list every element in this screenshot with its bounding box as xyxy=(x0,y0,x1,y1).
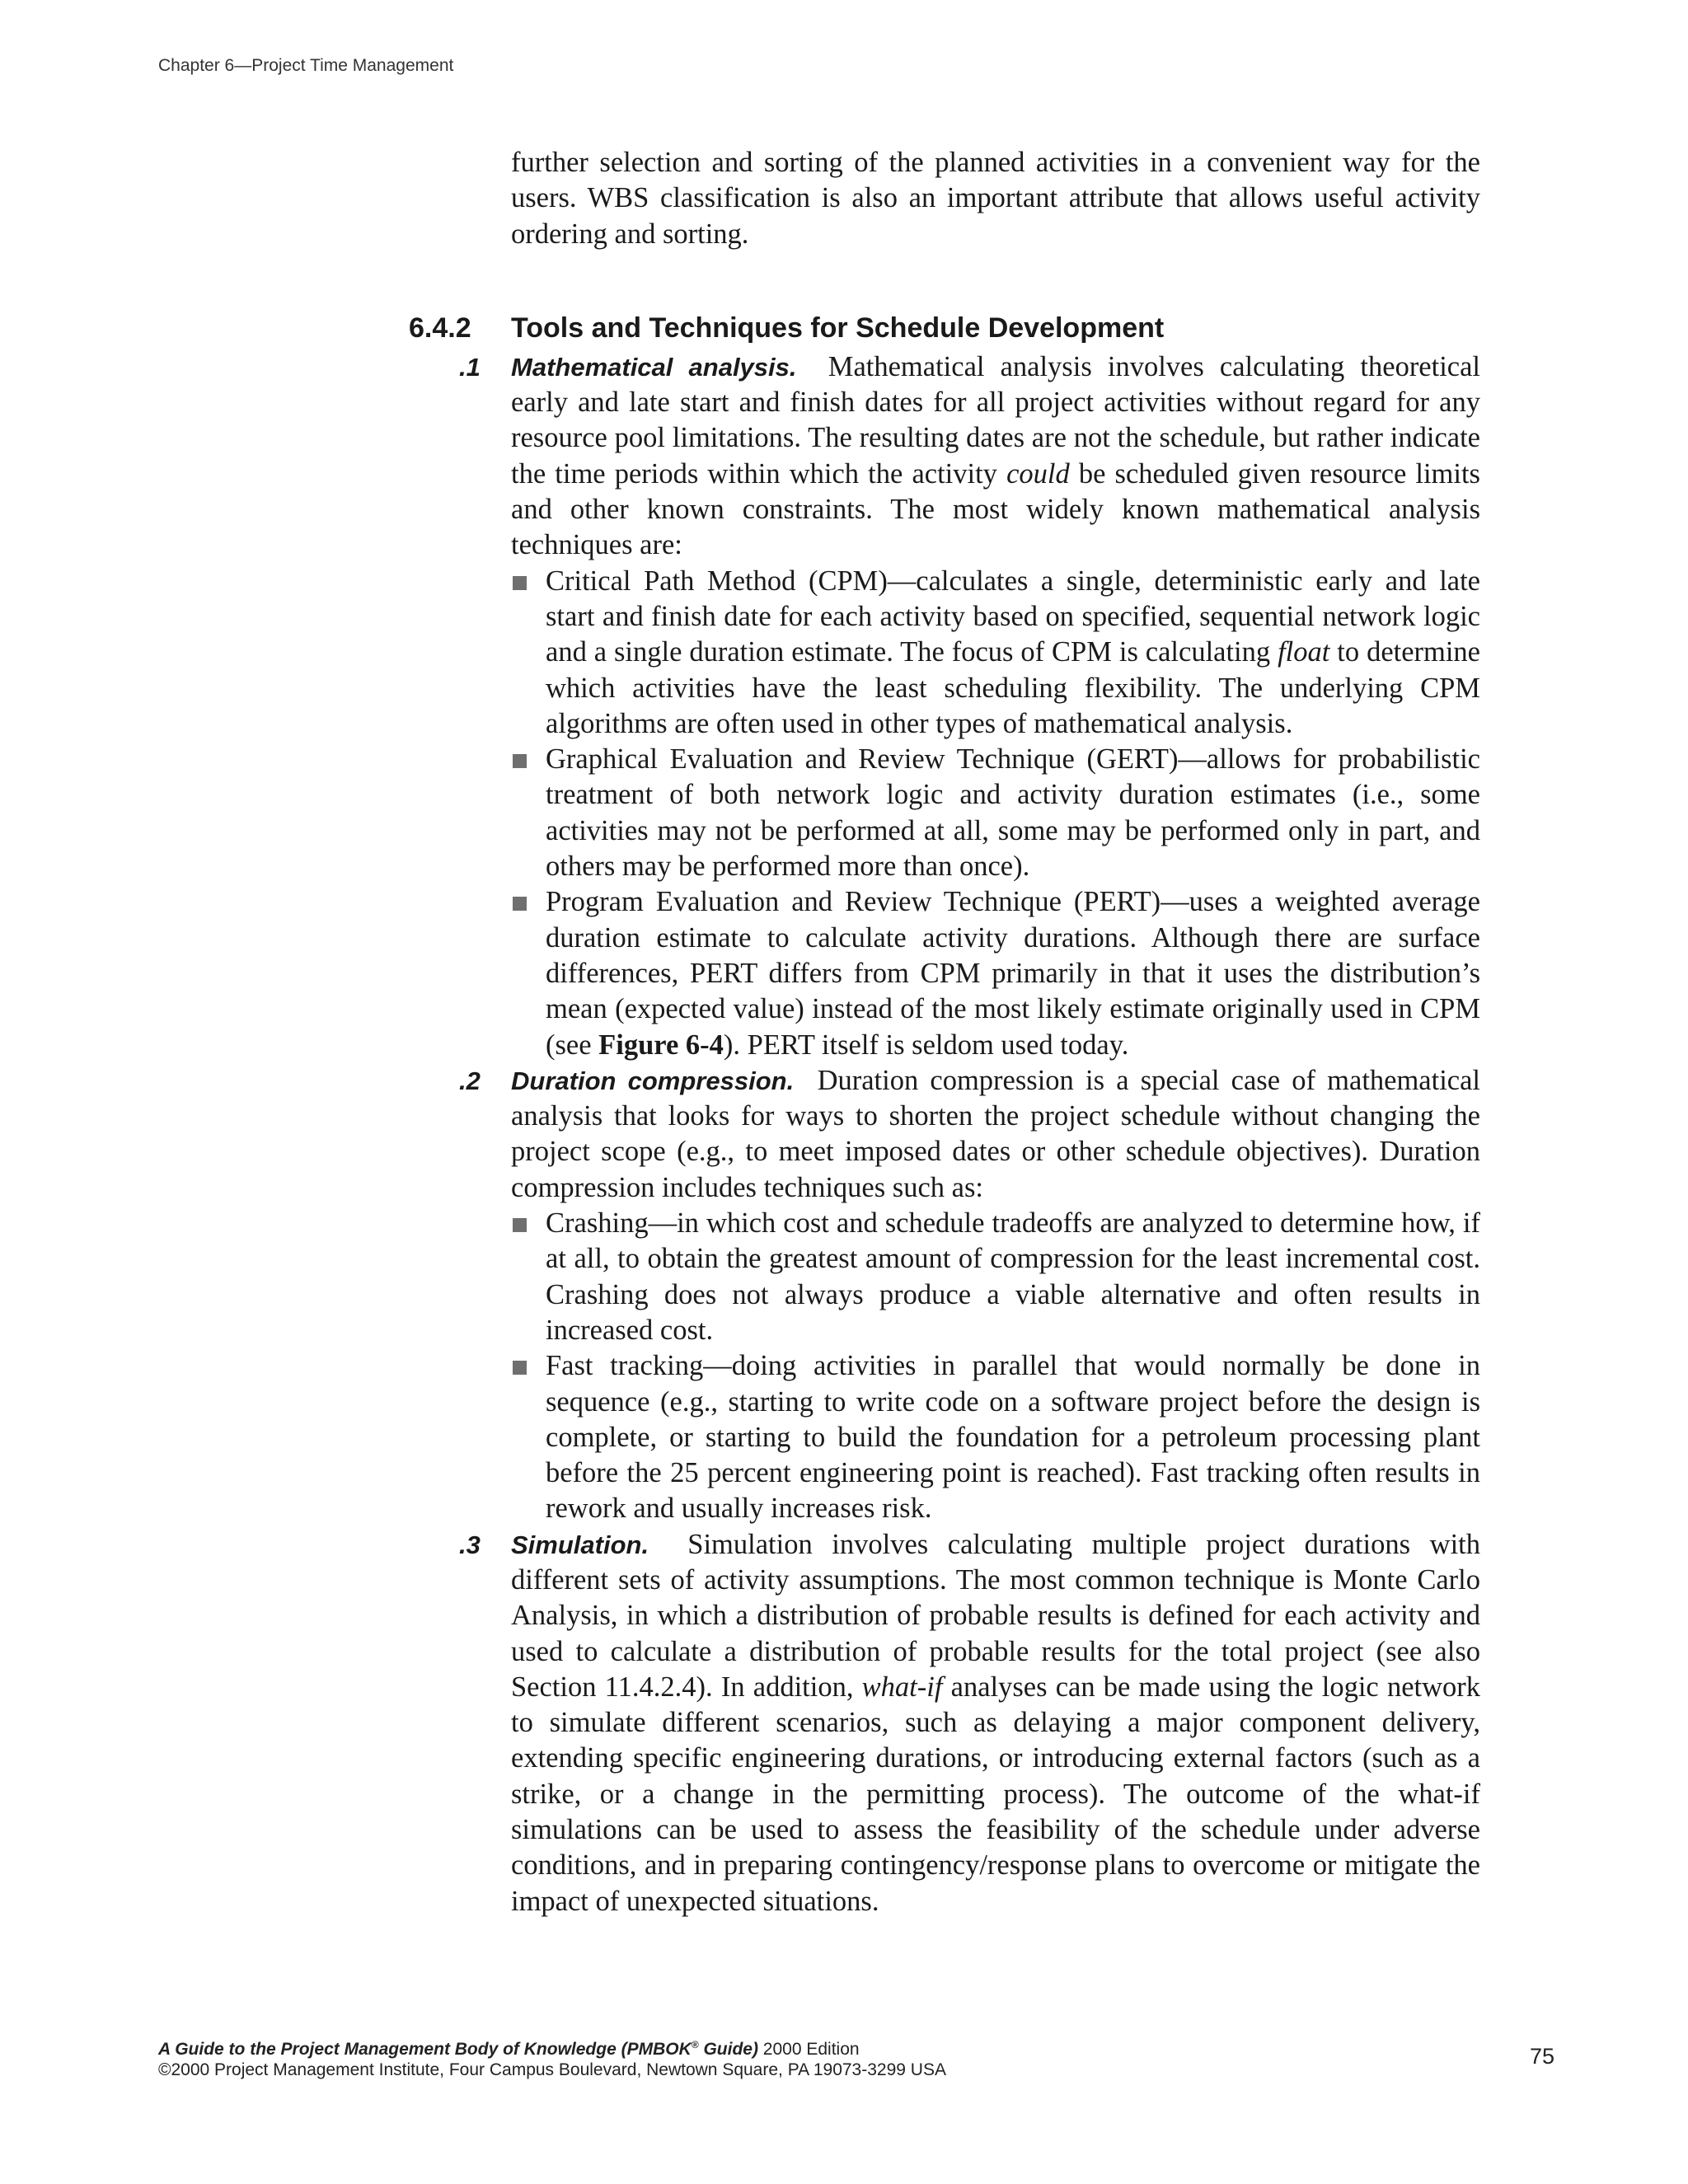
footer-title-italic-end: Guide) xyxy=(698,2040,758,2059)
item-text: Simulation involves calculating multiple project durations with different sets of activity assumptions. The most common technique is Monte Carlo Analysis, in which a distribution of probable results is defined for each activity and used to calculate a distribution of probable results for the total project (see also Section 11.4.2.4). In addition, xyxy=(511,1528,1480,1703)
item-paragraph xyxy=(511,1063,1480,1206)
item-text: analyses can be made using the logic network to simulate different scenarios, such as delaying a major component delivery, extending specific engineering durations, or introducing external factors (such as a strike, or a change in the permitting process). The outcome of the what-if simulations can be used to assess the feasibility of the schedule under adverse conditions, and in preparing contingency/response plans to overcome or mitigate the impact of unexpected situations. xyxy=(511,1671,1480,1917)
item-paragraph xyxy=(511,1527,1480,1919)
item-number: .3 xyxy=(459,1530,481,1559)
item-paragraph xyxy=(511,349,1480,564)
list-item xyxy=(511,564,1480,742)
item-text: be scheduled given resource limits and other known constraints. The most widely known mathematical analysis techniques are: xyxy=(511,457,1480,561)
bullet-text: ). PERT itself is seldom used today. xyxy=(723,1029,1129,1061)
bullet-text: Critical Path Method (CPM)—calculates a single, deterministic early and late start and finish date for each activity based on specified, sequential network logic and a single duration estimate. The focus of CPM is calculating xyxy=(546,565,1480,668)
bullet-text: Program Evaluation and Review Technique (PERT)—uses a weighted average duration estimate to calculate activity durations. Although there are surface differences, PERT differs from CPM primarily in that it uses the distribution’s mean (expected value) instead of the most likely estimate originally used in CPM (see xyxy=(546,886,1480,1061)
list-item xyxy=(511,742,1480,884)
square-bullet-icon xyxy=(513,897,527,911)
bullet-text: Graphical Evaluation and Review Technique (GERT)—allows for probabilistic treatment of both network logic and activity duration estimates (i.e., some activities may not be performed at all, some may be performed only in part, and others may be performed more than once). xyxy=(546,743,1480,883)
page-number: 75 xyxy=(1530,2044,1555,2069)
technique-item-duration-compression xyxy=(459,1063,1481,1527)
footer-edition: 2000 Edition xyxy=(757,2040,860,2059)
section-number: 6.4.2 xyxy=(409,312,471,344)
figure-reference: Figure 6-4 xyxy=(598,1029,724,1061)
item-number: .2 xyxy=(459,1066,481,1095)
square-bullet-icon xyxy=(513,1361,527,1375)
running-header: Chapter 6—Project Time Management xyxy=(158,56,454,75)
bullet-text: Fast tracking—doing activities in parallel that would normally be done in sequence (e.g., starting to write code on a software project before the design is complete, or starting to build the foundation for a petroleum processing plant before the 25 percent engineering point is reached). Fast tracking often results in rework and usually increases risk. xyxy=(546,1350,1480,1525)
square-bullet-icon xyxy=(513,576,527,590)
footer-copyright: ©2000 Project Management Institute, Four Campus Boulevard, Newtown Square, PA 19073-3299 USA xyxy=(158,2060,946,2079)
technique-item-mathematical-analysis xyxy=(459,349,1480,1063)
item-text-emphasis: what-if xyxy=(861,1671,943,1703)
item-lead: Mathematical analysis. xyxy=(511,352,797,382)
bullet-text: to determine which activities have the least scheduling flexibility. The underlying CPM algorithms are often used in other types of mathematical analysis. xyxy=(546,636,1480,739)
item-text-emphasis: could xyxy=(1006,457,1070,490)
square-bullet-icon xyxy=(513,754,527,768)
footer-book-title xyxy=(158,2039,860,2060)
footer-title-italic: A Guide to the Project Management Body of Knowledge (PMBOK xyxy=(158,2040,692,2059)
bullet-text-emphasis: float xyxy=(1278,636,1330,668)
bullet-text: Crashing—in which cost and schedule tradeoffs are analyzed to determine how, if at all, to obtain the greatest amount of compression for the least incremental cost. Crashing does not always produce a viable alternative and often results in increased cost. xyxy=(546,1207,1480,1346)
page-body xyxy=(409,145,1481,1919)
section-title: Tools and Techniques for Schedule Development xyxy=(511,312,1165,344)
bullet-list xyxy=(511,1206,1480,1527)
list-item xyxy=(511,884,1480,1062)
intro-paragraph: further selection and sorting of the planned activities in a convenient way for the users. WBS classification is also an important attribute that allows useful activity ordering and sorting. xyxy=(511,147,1480,250)
item-lead: Simulation. xyxy=(511,1530,649,1559)
item-text: Mathematical analysis involves calculating theoretical early and late start and finish dates for all project activities without regard for any resource pool limitations. The resulting dates are not the schedule, but rather indicate the time periods within which the activity xyxy=(511,350,1480,490)
item-number: .1 xyxy=(459,352,481,382)
bullet-list xyxy=(511,564,1480,1063)
section-heading xyxy=(409,307,1480,349)
item-lead: Duration compression. xyxy=(511,1066,795,1095)
technique-item-simulation xyxy=(459,1527,1480,1919)
list-item xyxy=(511,1348,1480,1526)
square-bullet-icon xyxy=(513,1218,527,1232)
registered-mark: ® xyxy=(691,2039,699,2050)
list-item xyxy=(511,1206,1480,1348)
item-text: Duration compression is a special case of mathematical analysis that looks for ways to shorten the project schedule without changing the project scope (e.g., to meet imposed dates or other schedule objectives). Duration compression includes techniques such as: xyxy=(511,1064,1481,1203)
